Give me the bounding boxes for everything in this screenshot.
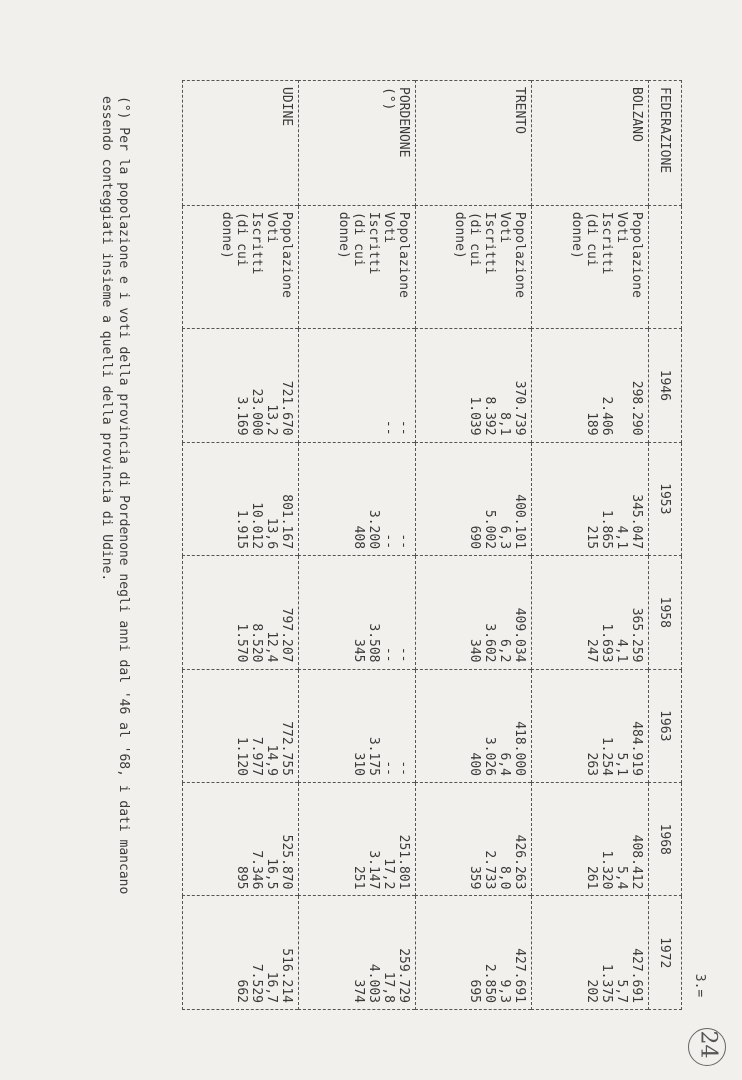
row-label: Voti xyxy=(497,211,513,244)
value: 400 xyxy=(467,752,483,776)
value: 409.034 xyxy=(512,607,528,663)
value: 1.039 xyxy=(467,396,483,436)
year-values-cell xyxy=(183,329,300,442)
value: 9,3 xyxy=(497,979,513,1003)
value: 3.602 xyxy=(482,623,498,663)
header-year: 1963 xyxy=(649,669,682,782)
value: 2.733 xyxy=(482,850,498,890)
year-values-cell xyxy=(416,782,533,895)
sheet-number: 3.= xyxy=(692,973,708,998)
value: 1.320 xyxy=(599,850,614,890)
header-year: 1953 xyxy=(649,442,682,555)
value: 2.406 xyxy=(599,396,614,436)
value: 797.207 xyxy=(279,607,295,663)
federation-name xyxy=(183,81,300,206)
federation-name-line: (°) xyxy=(381,87,396,111)
year-values-cell xyxy=(299,896,416,1010)
value: 340 xyxy=(467,639,483,663)
value: 3.169 xyxy=(234,396,250,436)
data-table-rotated xyxy=(182,80,682,1010)
value: -- xyxy=(381,760,396,776)
row-label: donne) xyxy=(336,211,351,259)
value: 484.919 xyxy=(629,721,644,776)
value: 5,4 xyxy=(614,865,629,890)
value: 690 xyxy=(467,525,483,550)
year-values-cell xyxy=(299,329,416,442)
value: 14,9 xyxy=(264,744,280,776)
table-row xyxy=(416,81,533,1010)
value: 259.729 xyxy=(396,948,411,1003)
value: -- xyxy=(396,646,411,663)
year-values-cell xyxy=(416,556,533,669)
header-year: 1958 xyxy=(649,556,682,669)
year-values-cell xyxy=(416,669,533,782)
page-number xyxy=(688,1028,728,1068)
year-values-cell xyxy=(532,782,649,895)
row-label: Popolazione xyxy=(279,211,295,298)
row-label: donne) xyxy=(219,211,235,259)
year-values-cell xyxy=(299,782,416,895)
row-label: donne) xyxy=(452,211,468,259)
value: 359 xyxy=(467,865,483,890)
value: 6,3 xyxy=(497,525,513,550)
value: 426.263 xyxy=(512,834,528,890)
value: 3.508 xyxy=(366,623,381,663)
federation-name xyxy=(416,81,533,206)
value: 5,1 xyxy=(614,752,629,776)
footnote xyxy=(98,96,132,996)
footnote-line: essendo conteggiati insieme a quelli della provincia di Udine. xyxy=(99,96,114,582)
row-label: Iscritti xyxy=(482,211,498,275)
value: 1.375 xyxy=(599,963,614,1003)
row-label: (di cui xyxy=(351,211,366,267)
row-label: Voti xyxy=(614,211,629,244)
value xyxy=(366,335,381,435)
value: 17,2 xyxy=(381,858,396,890)
row-label: Popolazione xyxy=(512,211,528,298)
value: 345.047 xyxy=(629,494,644,550)
value: 215 xyxy=(584,525,599,550)
value: 365.259 xyxy=(629,607,644,663)
value: 8.392 xyxy=(482,396,498,436)
value xyxy=(614,335,629,435)
row-labels xyxy=(532,205,649,328)
value: 263 xyxy=(584,752,599,776)
value: 6,2 xyxy=(497,639,513,663)
value: 5.002 xyxy=(482,509,498,550)
year-values-cell xyxy=(299,442,416,555)
year-values-cell xyxy=(183,782,300,895)
value: 1.865 xyxy=(599,509,614,550)
federation-name-line: PORDENONE xyxy=(396,87,411,158)
year-values-cell xyxy=(532,669,649,782)
value: 7.529 xyxy=(249,963,265,1003)
row-label: donne) xyxy=(569,211,584,259)
value: 251.801 xyxy=(396,834,411,890)
value: 189 xyxy=(584,412,599,436)
row-label: (di cui xyxy=(234,211,250,267)
value: 427.691 xyxy=(629,948,644,1003)
value: 400.101 xyxy=(512,494,528,550)
value: 3.175 xyxy=(366,736,381,776)
value: 12,4 xyxy=(264,631,280,663)
value: 13,2 xyxy=(264,404,280,436)
row-labels xyxy=(299,205,416,328)
value: 3.200 xyxy=(366,509,381,550)
year-values-cell xyxy=(532,556,649,669)
year-values-cell xyxy=(416,329,533,442)
value: 374 xyxy=(351,979,366,1003)
year-values-cell xyxy=(183,442,300,555)
value: -- xyxy=(396,419,411,436)
year-values-cell xyxy=(299,556,416,669)
value: 5,7 xyxy=(614,979,629,1003)
value: 427.691 xyxy=(512,948,528,1003)
year-values-cell xyxy=(183,669,300,782)
value: 247 xyxy=(584,639,599,663)
value: 16,7 xyxy=(264,971,280,1003)
value: 202 xyxy=(584,979,599,1003)
federation-name-line: TRENTO xyxy=(512,87,528,134)
value: 4,1 xyxy=(614,525,629,550)
header-year: 1972 xyxy=(649,896,682,1010)
page-number-text: 24 xyxy=(695,1030,721,1059)
value: 4.003 xyxy=(366,963,381,1003)
value: 13,6 xyxy=(264,517,280,550)
value: 370.739 xyxy=(512,380,528,436)
value: 1.693 xyxy=(599,623,614,663)
footnote-line: (°) Per la popolazione e i voti della provincia di Pordenone negli anni dal '46 al '68, i dati mancano xyxy=(116,96,131,895)
year-values-cell xyxy=(532,442,649,555)
value: 251 xyxy=(351,865,366,890)
value: 525.870 xyxy=(279,834,295,890)
row-label: Iscritti xyxy=(599,211,614,275)
row-label: (di cui xyxy=(584,211,599,267)
value: 10.012 xyxy=(249,502,265,550)
value: 772.755 xyxy=(279,721,295,776)
value: -- xyxy=(396,760,411,776)
value: 1.915 xyxy=(234,509,250,550)
year-values-cell xyxy=(183,556,300,669)
value: 1.120 xyxy=(234,736,250,776)
table-row xyxy=(183,81,300,1010)
value: 16,5 xyxy=(264,858,280,890)
header-year: 1946 xyxy=(649,329,682,442)
value: 345 xyxy=(351,639,366,663)
row-label: Iscritti xyxy=(366,211,381,275)
value: 8,0 xyxy=(497,865,513,890)
value: 310 xyxy=(351,752,366,776)
value: 298.290 xyxy=(629,380,644,436)
year-values-cell xyxy=(532,329,649,442)
header-federazione: FEDERAZIONE xyxy=(649,81,682,206)
row-label: Voti xyxy=(264,211,280,244)
table-header-row xyxy=(649,81,682,1010)
row-labels xyxy=(183,205,300,328)
value: 895 xyxy=(234,865,250,890)
value: 7.346 xyxy=(249,850,265,890)
row-label: Voti xyxy=(381,211,396,244)
value: -- xyxy=(381,646,396,663)
row-label: Popolazione xyxy=(396,211,411,298)
year-values-cell xyxy=(532,896,649,1010)
value: 8.520 xyxy=(249,623,265,663)
table-row xyxy=(532,81,649,1010)
value: -- xyxy=(381,533,396,550)
federation-name-line: BOLZANO xyxy=(629,87,644,142)
header-year: 1968 xyxy=(649,782,682,895)
value: -- xyxy=(396,533,411,550)
value: 8,1 xyxy=(497,412,513,436)
year-values-cell xyxy=(416,442,533,555)
value: 721.670 xyxy=(279,380,295,436)
value: 695 xyxy=(467,979,483,1003)
year-values-cell xyxy=(183,896,300,1010)
value: 23.000 xyxy=(249,388,265,436)
value: 801.167 xyxy=(279,494,295,550)
row-label: (di cui xyxy=(467,211,483,267)
row-labels xyxy=(416,205,533,328)
value: -- xyxy=(381,419,396,436)
header-label-column xyxy=(649,205,682,328)
value: 2.850 xyxy=(482,963,498,1003)
table-row xyxy=(299,81,416,1010)
value: 7.977 xyxy=(249,736,265,776)
value: 1.570 xyxy=(234,623,250,663)
value: 3.147 xyxy=(366,850,381,890)
year-values-cell xyxy=(416,896,533,1010)
value: 6,4 xyxy=(497,752,513,776)
federation-name xyxy=(532,81,649,206)
value: 4,1 xyxy=(614,639,629,663)
value: 516.214 xyxy=(279,948,295,1003)
federation-name-line: UDINE xyxy=(279,87,295,127)
value: 1.254 xyxy=(599,736,614,776)
row-label: Iscritti xyxy=(249,211,265,275)
value: 17,8 xyxy=(381,971,396,1003)
value: 408.412 xyxy=(629,834,644,890)
value: 261 xyxy=(584,865,599,890)
federation-table xyxy=(182,80,682,1010)
value xyxy=(351,335,366,435)
row-label: Popolazione xyxy=(629,211,644,298)
value: 408 xyxy=(351,525,366,550)
value: 418.000 xyxy=(512,721,528,776)
value: 662 xyxy=(234,979,250,1003)
year-values-cell xyxy=(299,669,416,782)
federation-name xyxy=(299,81,416,206)
value: 3.026 xyxy=(482,736,498,776)
